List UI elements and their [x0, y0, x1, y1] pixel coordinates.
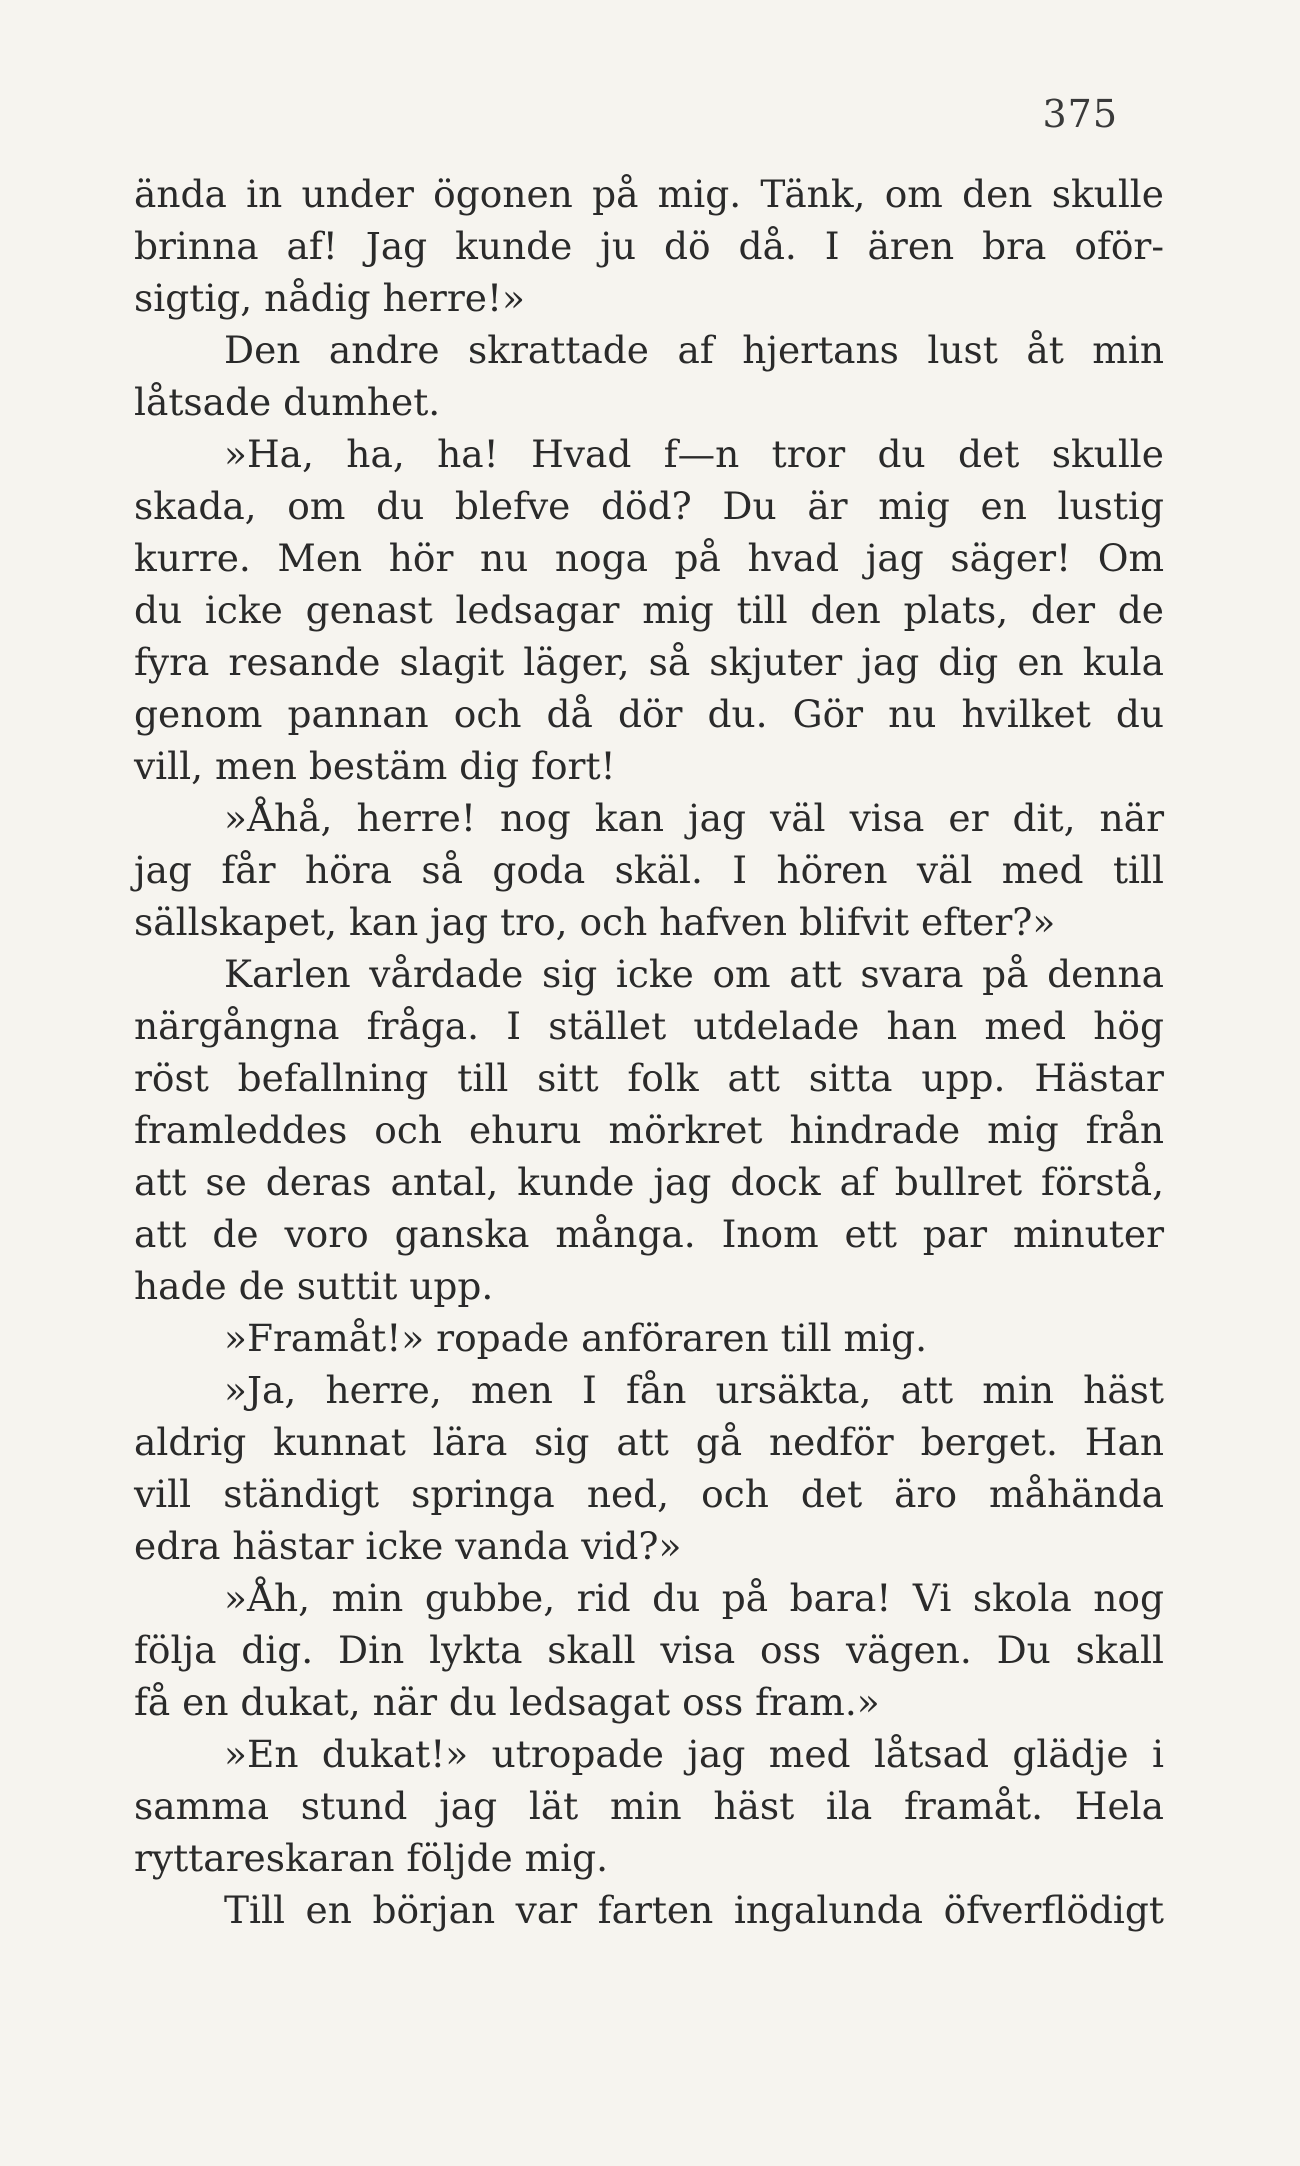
text-line: samma stund jag lät min häst ila framåt. Hela: [134, 1784, 1164, 1828]
text-line: jag får höra så goda skäl. I hören väl med till: [134, 848, 1164, 892]
text-line: aldrig kunnat lära sig att gå nedför berget. Han: [134, 1420, 1164, 1464]
text-line: att de voro ganska många. Inom ett par minuter: [134, 1212, 1164, 1256]
text-line: sigtig, nådig herre!»: [134, 276, 525, 320]
text-line: låtsade dumhet.: [134, 380, 441, 424]
text-line: genom pannan och då dör du. Gör nu hvilket du: [134, 692, 1164, 736]
text-line: sällskapet, kan jag tro, och hafven blifvit efter?»: [134, 900, 1056, 944]
text-line: »Ja, herre, men I fån ursäkta, att min häst: [224, 1368, 1164, 1412]
text-line: skada, om du blefve död? Du är mig en lustig: [134, 484, 1164, 528]
text-line: få en dukat, när du ledsagat oss fram.»: [134, 1680, 880, 1724]
text-line: »Åhå, herre! nog kan jag väl visa er dit, när: [224, 796, 1164, 840]
text-line: Den andre skrattade af hjertans lust åt min: [224, 328, 1164, 372]
text-line: närgångna fråga. I stället utdelade han med hög: [134, 1004, 1164, 1048]
text-line: brinna af! Jag kunde ju dö då. I ären bra oför-: [134, 224, 1164, 268]
text-line: vill ständigt springa ned, och det äro måhända: [134, 1472, 1164, 1516]
text-line: fyra resande slagit läger, så skjuter jag dig en kula: [134, 640, 1164, 684]
text-line: följa dig. Din lykta skall visa oss vägen. Du skall: [134, 1628, 1164, 1672]
text-line: du icke genast ledsagar mig till den plats, der de: [134, 588, 1164, 632]
text-line: »Framåt!» ropade anföraren till mig.: [224, 1316, 928, 1360]
text-line: kurre. Men hör nu noga på hvad jag säger! Om: [134, 536, 1164, 580]
text-line: »Ha, ha, ha! Hvad f—n tror du det skulle: [224, 432, 1164, 476]
text-line: Karlen vårdade sig icke om att svara på denna: [224, 952, 1164, 996]
text-line: vill, men bestäm dig fort!: [134, 744, 616, 788]
text-line: att se deras antal, kunde jag dock af bullret förstå,: [134, 1160, 1164, 1204]
body-text: [134, 168, 1164, 1936]
text-line: framleddes och ehuru mörkret hindrade mig från: [134, 1108, 1164, 1152]
text-line: »En dukat!» utropade jag med låtsad glädje i: [224, 1732, 1164, 1776]
page-number: 375: [1042, 92, 1118, 136]
text-line: röst befallning till sitt folk att sitta upp. Hästar: [134, 1056, 1164, 1100]
text-line: ända in under ögonen på mig. Tänk, om den skulle: [134, 172, 1164, 216]
text-line: edra hästar icke vanda vid?»: [134, 1524, 682, 1568]
text-line: hade de suttit upp.: [134, 1264, 494, 1308]
text-line: »Åh, min gubbe, rid du på bara! Vi skola nog: [224, 1576, 1164, 1620]
text-line: ryttareskaran följde mig.: [134, 1836, 609, 1880]
text-line: Till en början var farten ingalunda öfverflödigt: [224, 1888, 1164, 1932]
